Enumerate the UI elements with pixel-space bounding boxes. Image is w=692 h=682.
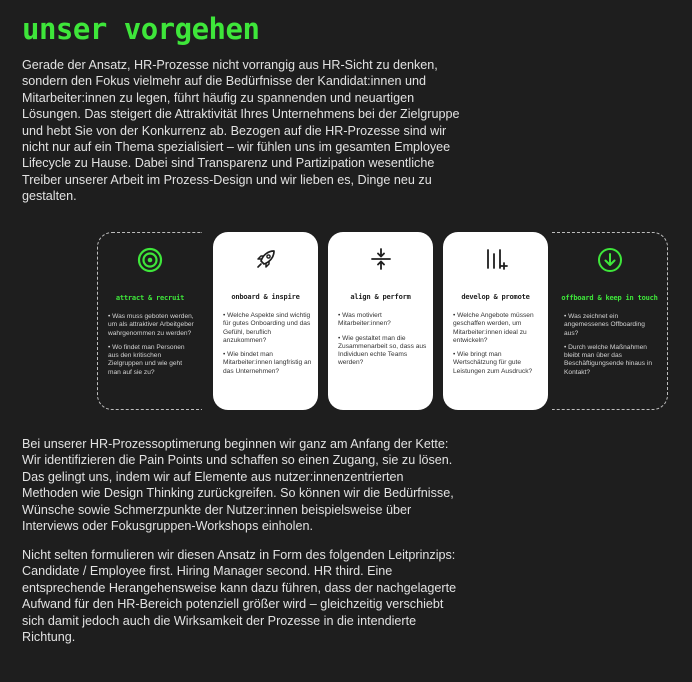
target-icon xyxy=(98,247,202,275)
card-offboard-keep-in-touch xyxy=(552,232,668,410)
card-title: develop & promote xyxy=(461,293,530,301)
card-bullet: • Wie bringt man Wertschätzung für gute Leistungen zum Ausdruck? xyxy=(453,351,533,375)
card-attract-recruit xyxy=(97,232,202,410)
card-bullet: • Durch welche Maßnahmen bleibt man über das Beschäftigungsende hinaus in Kontakt? xyxy=(564,343,652,376)
rocket-icon xyxy=(213,246,318,274)
card-bullet: • Was motiviert Mitarbeiter:innen? xyxy=(338,312,391,328)
process-paragraph: Bei unserer HR-Prozessoptimerung beginnen wir ganz am Anfang der Kette: Wir identifizieren die Pain Points und schaffen so einen Zugang, sie zu lösen. Das gelingt uns, indem wir auf Elemente aus nutzer:innenzentrierten Methoden wie Design Thinking zurückgreifen. So können wir die Bedürfnisse, Wünsche sowie Schmerzpunkte der Nutzer:innen beispielsweise über Interviews oder Fokusgruppen-Workshops einholen. xyxy=(22,437,454,534)
card-bullet: • Was zeichnet ein angemessenes Offboarding aus? xyxy=(564,313,645,337)
card-onboard-inspire xyxy=(213,232,318,410)
card-bullet: • Wo findet man Personen aus den kritischen Zielgruppen und wie geht man auf sie zu? xyxy=(108,343,185,376)
card-title: onboard & inspire xyxy=(231,293,300,301)
card-bullet: • Was muss geboten werden, um als attraktiver Arbeitgeber wahrgenommen zu werden? xyxy=(108,313,194,337)
principle-paragraph: Nicht selten formulieren wir diesen Ansatz in Form des folgenden Leitprinzips: Candidate / Employee first. Hiring Manager second. HR third. Eine entsprechende Herangehensweise kann dazu führen, dass der nachgelagerte Aufwand für den HR-Bereich potenziell größer wird – gleichzeitig verschiebt sich damit jedoch auch die Wirksamkeit der Prozesse in die intendierte Richtung. xyxy=(22,548,457,645)
card-title: align & perform xyxy=(350,293,411,301)
card-align-perform xyxy=(328,232,433,410)
card-bullet: • Welche Angebote müssen geschaffen werden, um Mitarbeiter:innen ideal zu entwickeln? xyxy=(453,312,534,344)
card-bullet: • Wie bindet man Mitarbeiter:innen langfristig an das Unternehmen? xyxy=(223,351,312,375)
card-title: attract & recruit xyxy=(115,294,185,302)
align-icon xyxy=(328,246,433,274)
card-bullet: • Welche Aspekte sind wichtig für gutes Onboarding und das Gefühl, beruflich anzukommen? xyxy=(223,312,311,344)
page-title: unser vorgehen xyxy=(22,12,260,46)
card-develop-promote xyxy=(443,232,548,410)
growth-icon xyxy=(443,246,548,274)
card-bullet: • Wie gestaltet man die Zusammenarbeit so, dass aus Individuen echte Teams werden? xyxy=(338,334,427,367)
card-title: offboard & keep in touch xyxy=(561,294,658,302)
intro-paragraph: Gerade der Ansatz, HR-Prozesse nicht vorrangig aus HR-Sicht zu denken, sondern den Fokus vielmehr auf die Bedürfnisse der Kandidat:innen und Mitarbeiter:innen zu legen, führt häufig zu spannenden und neuartigen Lösungen. Das steigert die Attraktivität Ihres Unternehmens bei der Zielgruppe und hebt Sie von der Konkurrenz ab. Bezogen auf die HR-Prozesse sind wir nicht nur auf ein Thema spezialisiert – wir fühlen uns im gesamten Employee Lifecycle zu Hause. Dabei sind Transparenz und Partizipation wesentliche Treiber unserer Arbeit im Prozess-Design und wir lieben es, Dinge neu zu gestalten. xyxy=(22,58,460,204)
download-circle-icon xyxy=(552,247,667,275)
